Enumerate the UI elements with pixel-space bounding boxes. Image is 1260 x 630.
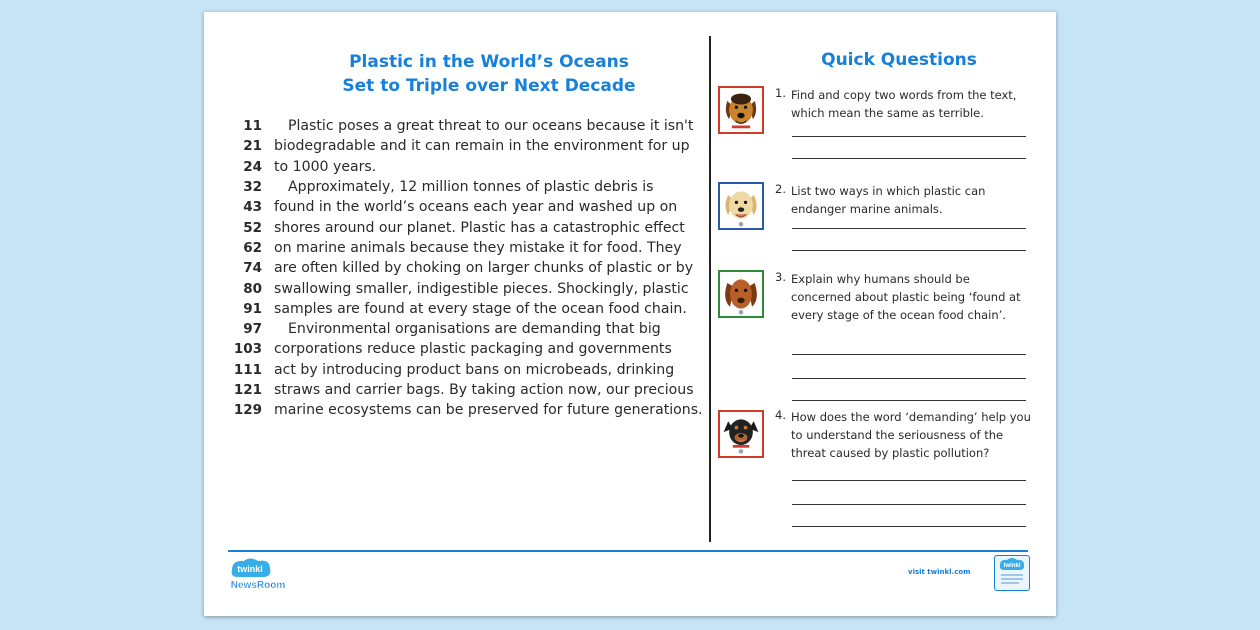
- question-text: Explain why humans should be concerned about plastic being ‘found at every stage of the ocean food chain’.: [791, 272, 1021, 322]
- line-number: 129: [233, 402, 262, 419]
- rottweiler-icon: [718, 410, 764, 458]
- line-number: 52: [243, 219, 262, 236]
- article-title-line-1: Plastic in the World’s Oceans: [349, 52, 629, 72]
- text-line: [228, 339, 708, 359]
- answer-line[interactable]: [792, 158, 1026, 159]
- line-number: 80: [243, 280, 262, 297]
- line-text: straws and carrier bags. By taking action now, our precious: [274, 382, 694, 398]
- text-line: [228, 319, 708, 339]
- article-text: [228, 116, 708, 420]
- line-number: 24: [243, 158, 262, 175]
- question-text: List two ways in which plastic can endanger marine animals.: [791, 184, 986, 216]
- footer-rule: [228, 550, 1028, 552]
- article-title: [312, 50, 666, 98]
- question-number: 3.: [775, 270, 786, 284]
- airedale-dog-icon: [718, 86, 764, 134]
- question-number: 4.: [775, 408, 786, 422]
- answer-line[interactable]: [792, 504, 1026, 505]
- line-number: 91: [243, 300, 262, 317]
- line-text: shores around our planet. Plastic has a catastrophic effect: [274, 219, 685, 236]
- text-line: [228, 197, 708, 217]
- text-line: [228, 157, 708, 177]
- worksheet-page: [204, 12, 1056, 616]
- question-number: 2.: [775, 182, 786, 196]
- line-text: Plastic poses a great threat to our oceans because it isn't: [288, 118, 694, 135]
- line-text: corporations reduce plastic packaging and governments: [274, 341, 672, 358]
- text-line: [228, 177, 708, 197]
- line-text: are often killed by choking on larger chunks of plastic or by: [274, 260, 694, 277]
- line-number: 62: [243, 239, 262, 256]
- line-text: samples are found at every stage of the ocean food chain.: [274, 300, 687, 317]
- line-text: Approximately, 12 million tonnes of plastic debris is: [288, 179, 654, 196]
- answer-line[interactable]: [792, 136, 1026, 137]
- text-line: [228, 360, 708, 380]
- question-text: Find and copy two words from the text, which mean the same as terrible.: [791, 88, 1017, 120]
- line-number: 97: [243, 321, 262, 338]
- answer-line[interactable]: [792, 400, 1026, 401]
- question-text: How does the word ‘demanding’ help you to understand the seriousness of the threat caused by plastic pollution?: [791, 410, 1031, 460]
- line-text: to 1000 years.: [274, 158, 377, 175]
- line-number: 32: [243, 179, 262, 196]
- text-line: [228, 136, 708, 156]
- text-line: [228, 299, 708, 319]
- line-text: swallowing smaller, indigestible pieces. Shockingly, plastic: [274, 280, 689, 297]
- text-line: [228, 116, 708, 136]
- line-text: on marine animals because they mistake it for food. They: [274, 239, 682, 256]
- question-2: [716, 182, 1036, 262]
- line-text: Environmental organisations are demanding that big: [288, 321, 661, 338]
- twinkl-newsroom-logo: [228, 556, 290, 592]
- text-line: [228, 217, 708, 237]
- line-number: 74: [243, 260, 262, 277]
- badge-text: twinkl: [1003, 563, 1021, 569]
- line-number: 111: [233, 361, 262, 378]
- column-divider: [709, 36, 711, 542]
- logo-twinkl-text: twinkl: [237, 564, 263, 574]
- answer-line[interactable]: [792, 378, 1026, 379]
- bloodhound-icon: [718, 270, 764, 318]
- line-text: marine ecosystems can be preserved for future generations.: [274, 402, 703, 419]
- line-number: 103: [233, 341, 262, 358]
- question-4: [716, 408, 1036, 528]
- answer-line[interactable]: [792, 250, 1026, 251]
- text-line: [228, 238, 708, 258]
- question-number: 1.: [775, 86, 786, 100]
- line-number: 43: [243, 199, 262, 216]
- line-number: 21: [243, 138, 262, 155]
- question-1: [716, 86, 1036, 166]
- line-number: 121: [233, 382, 262, 398]
- logo-newsroom-text: NewsRoom: [230, 580, 286, 591]
- answer-line[interactable]: [792, 526, 1026, 527]
- article-title-line-2: Set to Triple over Next Decade: [342, 76, 636, 96]
- text-line: [228, 258, 708, 278]
- line-text: act by introducing product bans on microbeads, drinking: [274, 361, 675, 378]
- answer-line[interactable]: [792, 480, 1026, 481]
- question-3: [716, 270, 1036, 390]
- answer-line[interactable]: [792, 228, 1026, 229]
- quick-questions-title: Quick Questions: [821, 50, 977, 70]
- golden-retriever-icon: [718, 182, 764, 230]
- text-line: [228, 278, 708, 298]
- line-number: 11: [243, 118, 262, 135]
- line-text: found in the world’s oceans each year and washed up on: [274, 199, 678, 216]
- visit-twinkl-link[interactable]: visit twinkl.com: [908, 568, 971, 576]
- line-text: biodegradable and it can remain in the environment for up: [274, 138, 690, 155]
- twinkl-newsroom-logo-graphic: [228, 556, 290, 592]
- text-line: [228, 400, 708, 420]
- answer-line[interactable]: [792, 354, 1026, 355]
- text-line: [228, 380, 708, 400]
- twinkl-quality-badge: [994, 555, 1030, 591]
